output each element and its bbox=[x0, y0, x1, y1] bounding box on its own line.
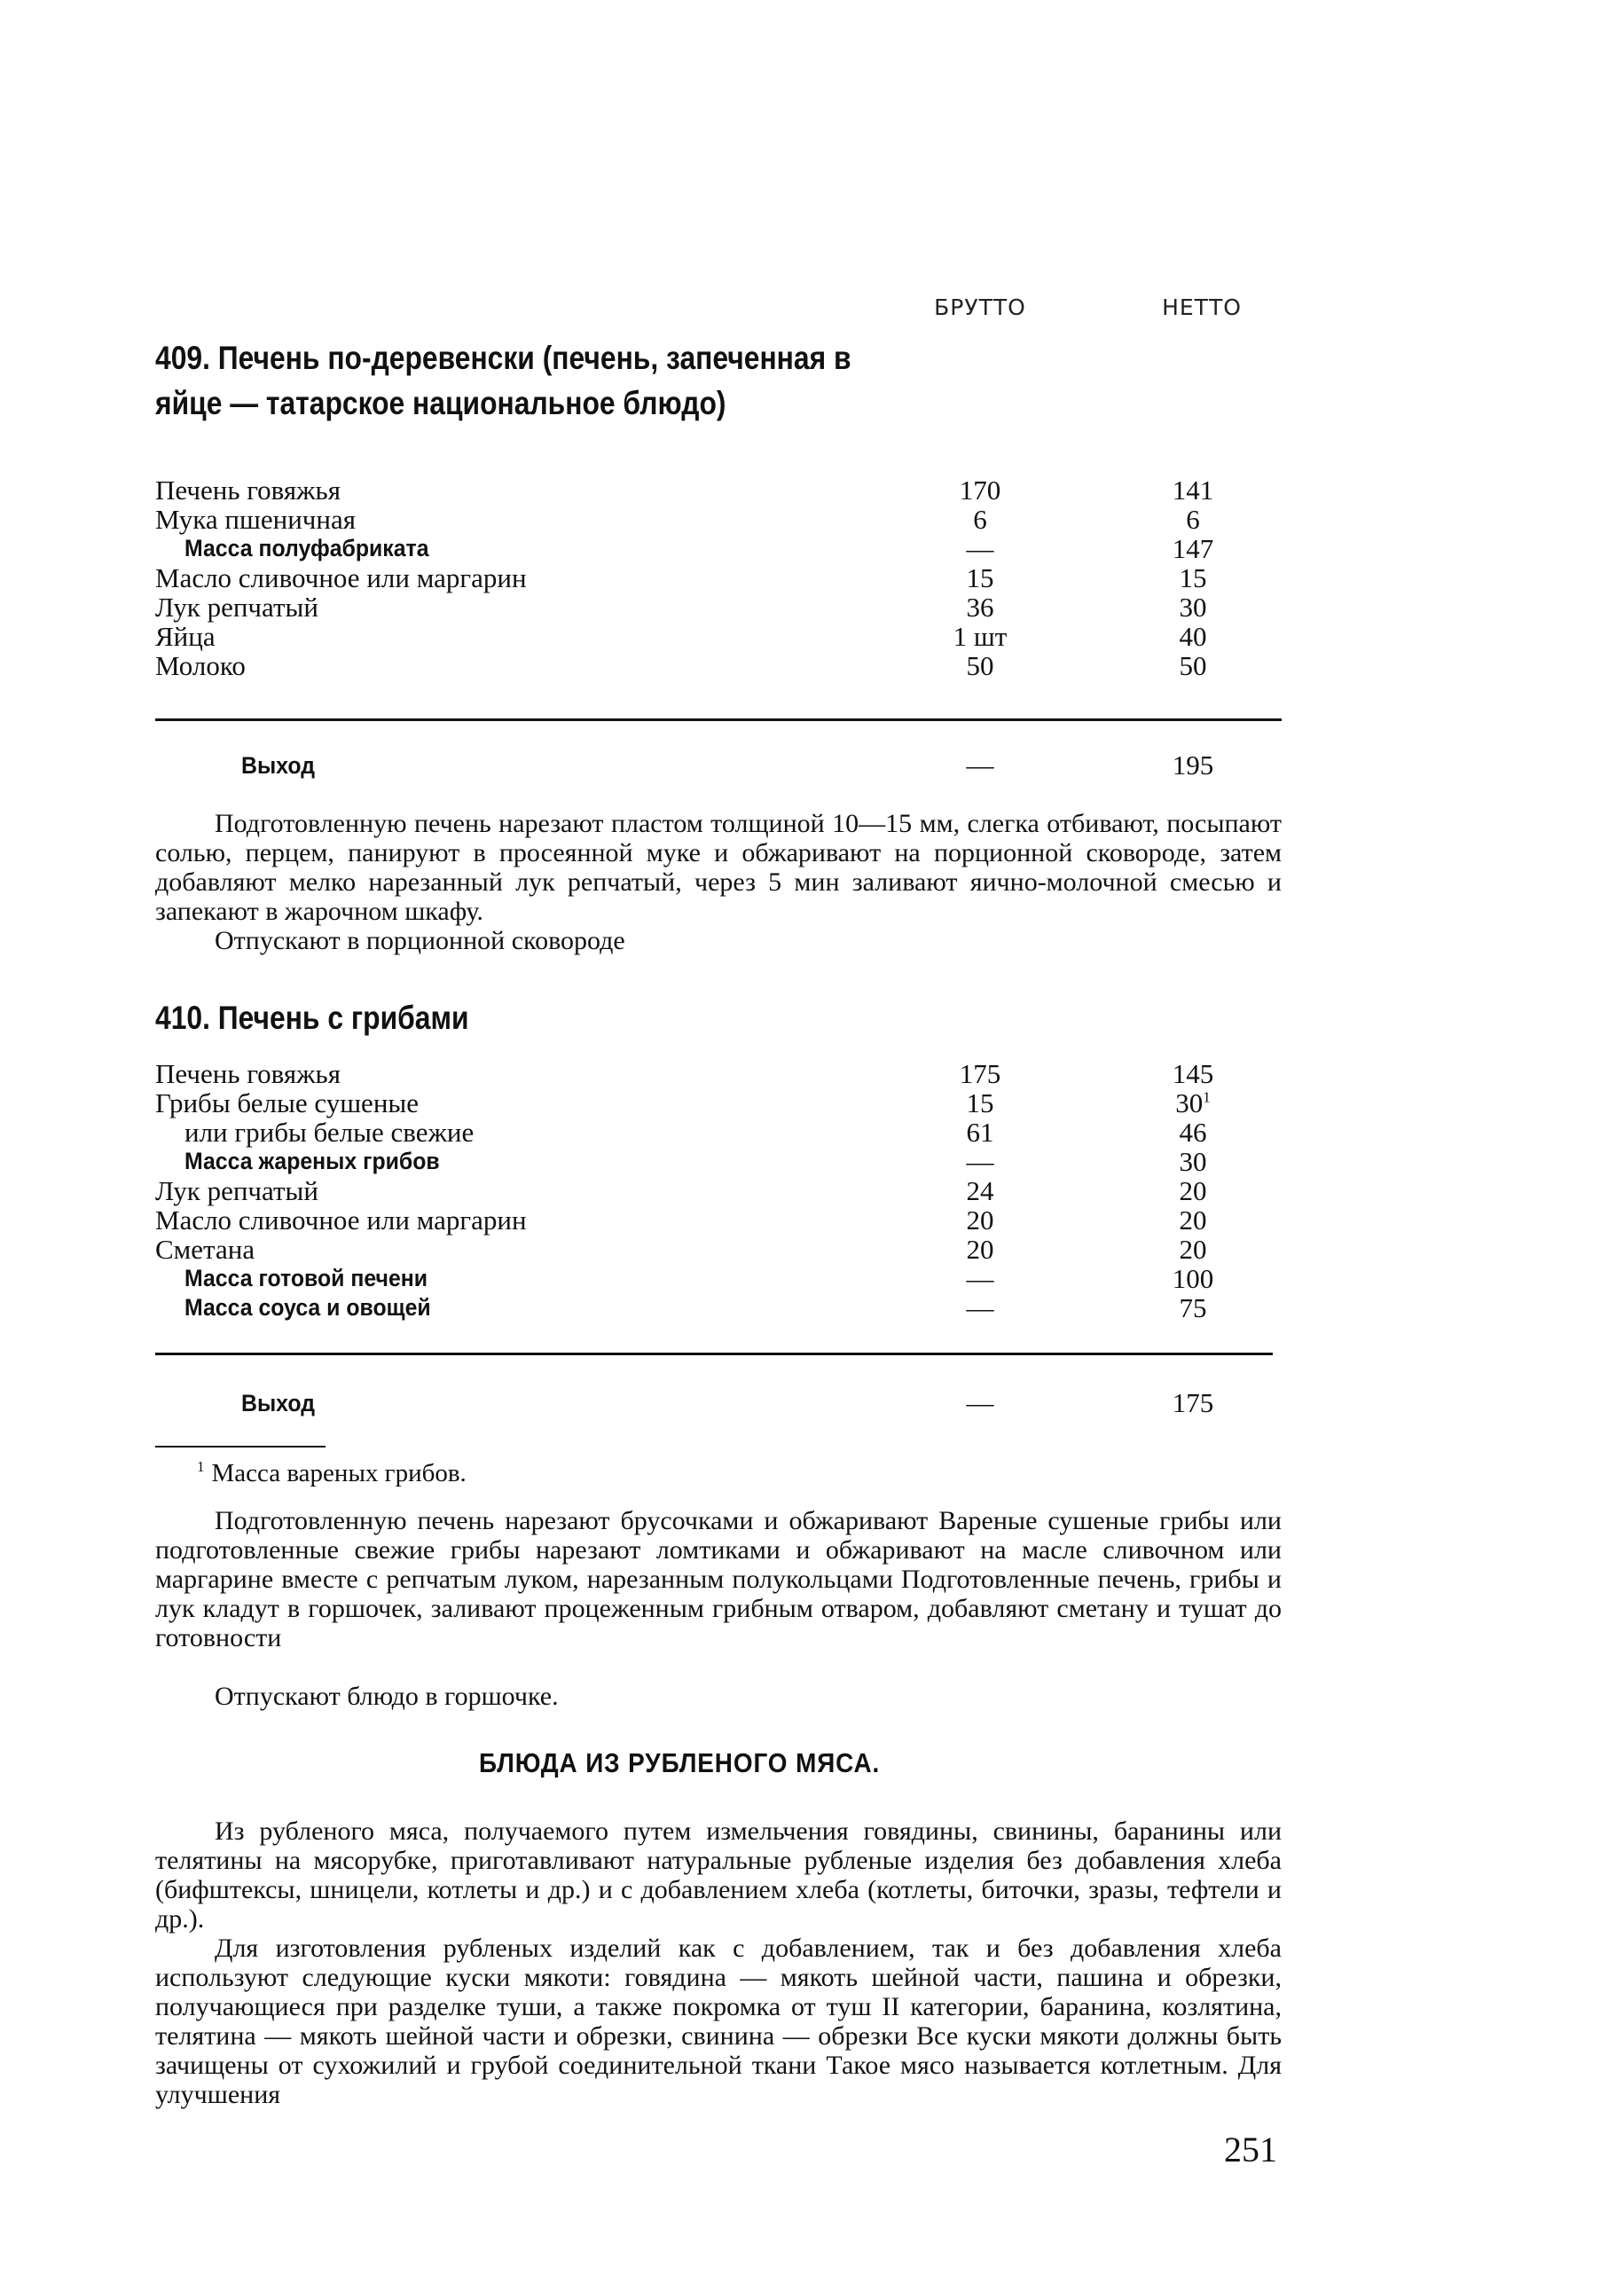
recipe-410-method: Подготовленную печень нарезают брусочками и обжаривают Вареные сушеные грибы или подготовленные свежие грибы нарезают ломтиками и обжаривают на масле сливочном или маргарине вместе с репчатым луком, нарезанным полукольцами Подготовленные печень, грибы и лук кладут в горшочек, заливают процеженным грибным отваром, добавляют сметану и тушат до готовности bbox=[155, 1506, 1282, 1652]
recipe-409-ingredients bbox=[155, 475, 1282, 680]
ingredient-row bbox=[155, 592, 1282, 622]
yield-brutto: — bbox=[966, 749, 994, 781]
ingredient-brutto: 170 bbox=[959, 475, 1001, 506]
ingredient-name: Сметана bbox=[155, 1234, 255, 1265]
ingredient-row bbox=[155, 1235, 1282, 1264]
ingredient-netto-value: 147 bbox=[1172, 533, 1214, 564]
ingredient-brutto: 1 шт bbox=[953, 621, 1008, 652]
yield-netto: 175 bbox=[1172, 1387, 1214, 1418]
ingredient-row bbox=[155, 505, 1282, 534]
ingredient-netto bbox=[1149, 475, 1237, 505]
ingredient-name: Масло сливочное или маргарин bbox=[155, 562, 527, 593]
ingredient-name: Масса готовой печени bbox=[184, 1265, 428, 1291]
yield-brutto: — bbox=[966, 1387, 994, 1418]
ingredient-netto-value: 20 bbox=[1179, 1234, 1207, 1265]
ingredient-brutto: 15 bbox=[966, 562, 994, 593]
yield-netto: 195 bbox=[1172, 749, 1214, 781]
ingredient-netto bbox=[1149, 1264, 1237, 1293]
recipe-409-divider bbox=[155, 718, 1282, 721]
ingredient-netto bbox=[1149, 1059, 1237, 1088]
ingredient-brutto: 36 bbox=[966, 592, 994, 623]
footnote-marker: 1 bbox=[1203, 1088, 1211, 1106]
ingredient-netto bbox=[1149, 1205, 1237, 1235]
chapter-paragraph-2: Для изготовления рубленых изделий как с добавлением, так и без добавления хлеба используют следующие куски мякоти: говядина — мякоть шейной части, пашина и обрезки, получающиеся при разделке туши, а также покромка от туш II категории, баранина, козлятина, телятина — мякоть шейной части и обрезки, свинина — обрезки Все куски мякоти должны быть зачищены от сухожилий и грубой соединительной ткани Такое мясо называется котлетным. Для улучшения bbox=[155, 1934, 1282, 2109]
chapter-title: БЛЮДА ИЗ РУБЛЕНОГО МЯСА. bbox=[479, 1747, 881, 1778]
yield-label: Выход bbox=[241, 752, 315, 779]
ingredient-netto-value: 30 bbox=[1175, 1087, 1204, 1118]
ingredient-netto bbox=[1149, 1176, 1237, 1205]
ingredient-name: Грибы белые сушеные bbox=[155, 1087, 419, 1118]
recipe-409-yield-row bbox=[241, 750, 1306, 781]
ingredient-row bbox=[155, 1205, 1282, 1235]
ingredient-row bbox=[155, 475, 1282, 505]
ingredient-netto-value: 40 bbox=[1179, 621, 1207, 652]
ingredient-netto bbox=[1149, 651, 1237, 680]
ingredient-name: Масса полуфабриката bbox=[184, 535, 429, 561]
ingredient-netto bbox=[1149, 534, 1237, 563]
ingredient-row bbox=[155, 1147, 1282, 1176]
footnote-rule bbox=[155, 1446, 326, 1448]
recipe-409-title: 409. Печень по-деревенски (печень, запеченная в яйце — татарское национальное блюдо) bbox=[155, 340, 851, 421]
ingredient-netto-value: 145 bbox=[1172, 1058, 1214, 1089]
ingredient-row bbox=[155, 1293, 1282, 1322]
ingredient-name: Печень говяжья bbox=[155, 1058, 341, 1089]
ingredient-netto bbox=[1149, 1088, 1237, 1118]
ingredient-row bbox=[155, 1264, 1282, 1293]
footnote-text: Масса вареных грибов. bbox=[211, 1459, 467, 1487]
page-number: 251 bbox=[1224, 2130, 1277, 2169]
ingredient-row bbox=[155, 651, 1282, 680]
ingredient-brutto: 24 bbox=[966, 1175, 994, 1206]
ingredient-name: Мука пшеничная bbox=[155, 504, 356, 535]
ingredient-netto-value: 46 bbox=[1179, 1117, 1207, 1148]
ingredient-name: Лук репчатый bbox=[155, 1175, 318, 1206]
ingredient-brutto: 6 bbox=[973, 504, 987, 535]
ingredient-name: Масса жареных грибов bbox=[184, 1148, 440, 1174]
recipe-410-serving: Отпускают блюдо в горшочке. bbox=[215, 1682, 559, 1711]
ingredient-netto bbox=[1149, 622, 1237, 651]
ingredient-name: Яйца bbox=[155, 621, 216, 652]
ingredient-brutto: 20 bbox=[966, 1234, 994, 1265]
column-header-netto: НЕТТО bbox=[1162, 294, 1242, 320]
ingredient-brutto: 20 bbox=[966, 1204, 994, 1236]
ingredient-row bbox=[155, 622, 1282, 651]
ingredient-brutto: 61 bbox=[966, 1117, 994, 1148]
ingredient-netto-value: 100 bbox=[1172, 1263, 1214, 1294]
ingredient-row bbox=[155, 1118, 1282, 1147]
ingredient-brutto: 15 bbox=[966, 1087, 994, 1118]
ingredient-netto-value: 30 bbox=[1179, 592, 1207, 623]
ingredient-netto-value: 6 bbox=[1186, 504, 1200, 535]
ingredient-brutto: — bbox=[966, 1146, 994, 1177]
ingredient-netto bbox=[1149, 563, 1237, 592]
ingredient-netto-value: 50 bbox=[1179, 650, 1207, 681]
ingredient-row bbox=[155, 563, 1282, 592]
ingredient-row bbox=[155, 1088, 1282, 1118]
ingredient-name: Лук репчатый bbox=[155, 592, 318, 623]
ingredient-netto-value: 141 bbox=[1172, 475, 1214, 506]
recipe-410-yield-row bbox=[241, 1388, 1306, 1418]
ingredient-name: Молоко bbox=[155, 650, 246, 681]
ingredient-netto bbox=[1149, 505, 1237, 534]
ingredient-netto bbox=[1149, 592, 1237, 622]
column-header-brutto: БРУТТО bbox=[934, 294, 1026, 320]
ingredient-netto-value: 75 bbox=[1179, 1292, 1207, 1323]
ingredient-netto bbox=[1149, 1147, 1237, 1176]
footnote-number: 1 bbox=[197, 1458, 205, 1476]
ingredient-row bbox=[155, 1059, 1282, 1088]
ingredient-brutto: — bbox=[966, 1263, 994, 1294]
recipe-409-serving: Отпускают в порционной сковороде bbox=[215, 926, 625, 955]
ingredient-brutto: — bbox=[966, 1292, 994, 1323]
ingredient-brutto: 50 bbox=[966, 650, 994, 681]
ingredient-netto bbox=[1149, 1235, 1237, 1264]
footnote bbox=[197, 1459, 467, 1488]
recipe-409-method: Подготовленную печень нарезают пластом толщиной 10—15 мм, слегка отбивают, посыпают солью, перцем, панируют в просеянной муке и обжаривают на порционной сковороде, затем добавляют мелко нарезанный лук репчатый, через 5 мин заливают яично-молочной смесью и запекают в жарочном шкафу. bbox=[155, 809, 1282, 926]
recipe-410-title: 410. Печень с грибами bbox=[155, 1000, 469, 1036]
ingredient-brutto: 175 bbox=[959, 1058, 1001, 1089]
ingredient-row bbox=[155, 534, 1282, 563]
recipe-410-divider bbox=[155, 1353, 1273, 1355]
ingredient-netto-value: 20 bbox=[1179, 1175, 1207, 1206]
ingredient-netto-value: 30 bbox=[1179, 1146, 1207, 1177]
ingredient-name: или грибы белые свежие bbox=[184, 1117, 475, 1148]
ingredient-name: Масло сливочное или маргарин bbox=[155, 1204, 527, 1236]
recipe-410-ingredients bbox=[155, 1059, 1282, 1322]
yield-label: Выход bbox=[241, 1390, 315, 1416]
chapter-paragraph-1: Из рубленого мяса, получаемого путем измельчения говядины, свинины, баранины или телятины на мясорубке, приготавливают натуральные рубленые изделия без добавления хлеба (бифштексы, шницели, котлеты и др.) и с добавлением хлеба (котлеты, биточки, зразы, тефтели и др.). bbox=[155, 1816, 1282, 1934]
ingredient-name: Печень говяжья bbox=[155, 475, 341, 506]
ingredient-name: Масса соуса и овощей bbox=[184, 1294, 431, 1321]
ingredient-row bbox=[155, 1176, 1282, 1205]
ingredient-netto-value: 20 bbox=[1179, 1204, 1207, 1236]
ingredient-netto-value: 15 bbox=[1179, 562, 1207, 593]
ingredient-brutto: — bbox=[966, 533, 994, 564]
ingredient-netto bbox=[1149, 1293, 1237, 1322]
ingredient-netto bbox=[1149, 1118, 1237, 1147]
